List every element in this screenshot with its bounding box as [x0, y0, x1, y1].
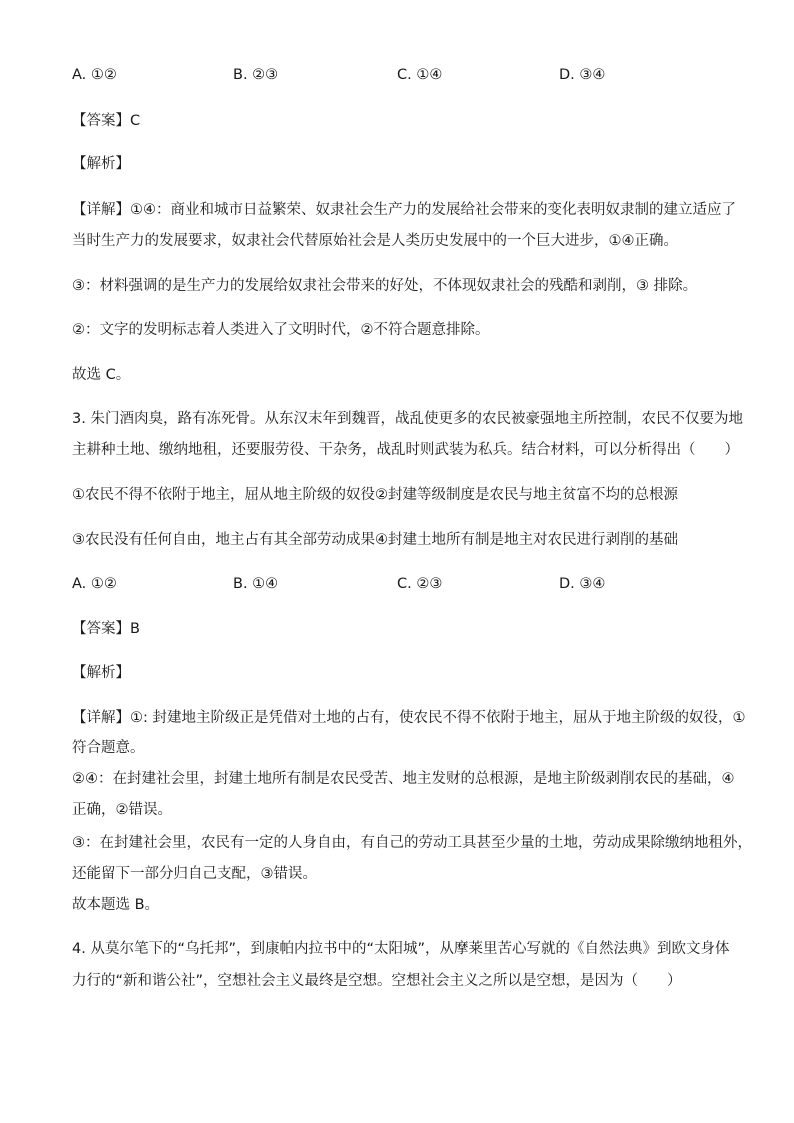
q2-detail-paragraph-2: ③：材料强调的是生产力的发展给奴隶社会带来的好处，不体现奴隶社会的残酷和剥削，③ 排除。 — [72, 278, 698, 294]
q3-option-b: B. ①④ — [233, 576, 279, 592]
q3-analysis-heading: 【解析】 — [72, 665, 130, 681]
detail-tag: 【详解】 — [72, 202, 130, 218]
q2-option-b: B. ②③ — [233, 67, 279, 83]
q2-options — [72, 64, 732, 86]
q3-detail-line-4: 正确，②错误。 — [72, 802, 172, 818]
q3-option-a: A. ①② — [72, 576, 117, 592]
q2-detail-paragraph-3: ②：文字的发明标志着人类进入了文明时代，②不符合题意排除。 — [72, 322, 490, 338]
q3-detail-line-1 — [72, 707, 746, 729]
q3-statement-1: ①农民不得不依附于地主，屈从地主阶级的奴役②封建等级制度是农民与地主贫富不均的总根源 — [72, 487, 678, 503]
q3-detail-line-6: 还能留下一部分归自己支配，③错误。 — [72, 866, 317, 882]
q4-stem-line-1: 4. 从莫尔笔下的“乌托邦”，到康帕内拉书中的“太阳城”，从摩莱里苦心写就的《自然法典》到欧文身体 — [72, 941, 730, 957]
detail-tag: 【详解】 — [72, 710, 130, 726]
answer-value: B — [130, 621, 140, 637]
detail-text: ①④：商业和城市日益繁荣、奴隶社会生产力的发展给社会带来的变化表明奴隶制的建立适应了 — [130, 202, 736, 218]
q3-conclusion: 故本题选 B。 — [72, 897, 160, 913]
detail-text: ①: 封建地主阶级正是凭借对土地的占有，使农民不得不依附于地主，屈从于地主阶级的奴役，① — [130, 710, 746, 726]
q3-options — [72, 573, 732, 595]
q3-answer — [72, 618, 140, 640]
q2-analysis-heading: 【解析】 — [72, 156, 130, 172]
q3-stem-line-1: 3. 朱门酒肉臭，路有冻死骨。从东汉末年到魏晋，战乱使更多的农民被豪强地主所控制，农民不仅要为地 — [72, 411, 743, 427]
q2-option-c: C. ①④ — [397, 67, 443, 83]
q3-detail-line-5: ③：在封建社会里，农民有一定的人身自由，有自己的劳动工具甚至少量的土地，劳动成果除缴纳地租外， — [72, 835, 752, 851]
answer-tag: 【答案】 — [72, 113, 130, 129]
q4-stem-line-2: 力行的“新和谐公社”，空想社会主义最终是空想。空想社会主义之所以是空想，是因为（ ） — [72, 973, 682, 989]
answer-value: C — [130, 113, 141, 129]
q2-option-d: D. ③④ — [559, 67, 606, 83]
q3-option-c: C. ②③ — [397, 576, 443, 592]
q2-detail-line-1 — [72, 199, 736, 221]
q2-answer — [72, 110, 140, 132]
q3-detail-line-3: ②④：在封建社会里，封建土地所有制是农民受苦、地主发财的总根源，是地主阶级剥削农民的基础，④ — [72, 771, 735, 787]
q2-conclusion: 故选 C。 — [72, 367, 131, 383]
q3-stem-line-2: 主耕种土地、缴纳地租，还要服劳役、干杂务，战乱时则武装为私兵。结合材料，可以分析得出（ ） — [72, 442, 739, 458]
q2-detail-line-2: 当时生产力的发展要求，奴隶社会代替原始社会是人类历史发展中的一个巨大进步，①④正确。 — [72, 233, 678, 249]
answer-tag: 【答案】 — [72, 621, 130, 637]
q2-option-a: A. ①② — [72, 67, 117, 83]
q3-option-d: D. ③④ — [559, 576, 606, 592]
q3-detail-line-2: 符合题意。 — [72, 740, 145, 756]
q3-statement-2: ③农民没有任何自由，地主占有其全部劳动成果④封建土地所有制是地主对农民进行剥削的基础 — [72, 532, 678, 548]
